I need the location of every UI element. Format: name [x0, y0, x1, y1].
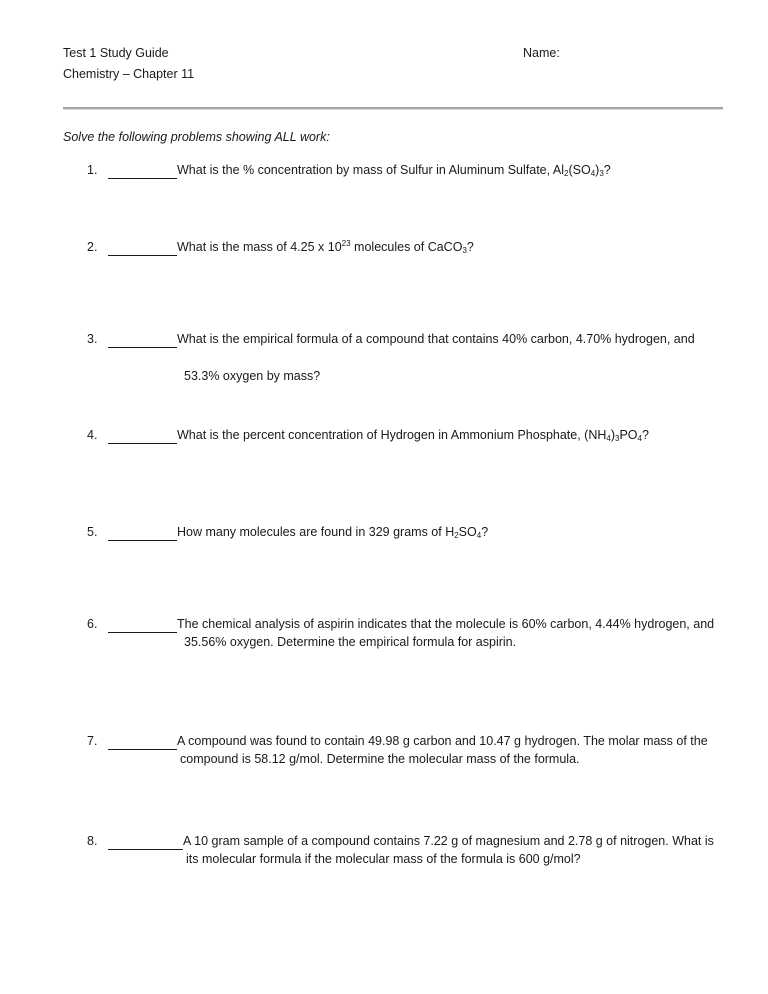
question-text-line-1: The chemical analysis of aspirin indicates that the molecule is 60% carbon, 4.44% hydrogen, and	[177, 617, 715, 631]
question-text-line-1: What is the empirical formula of a compound that contains 40% carbon, 4.70% hydrogen, and	[177, 332, 695, 346]
question-text-line-1: A compound was found to contain 49.98 g carbon and 10.47 g hydrogen. The molar mass of the	[177, 734, 708, 748]
question-text-line-2: its molecular formula if the molecular mass of the formula is 600 g/mol?	[186, 852, 581, 866]
question-text-line-1: A 10 gram sample of a compound contains 7.22 g of magnesium and 2.78 g of nitrogen. What is	[183, 834, 714, 848]
question-text-line-2: 35.56% oxygen. Determine the empirical formula for aspirin.	[184, 635, 517, 649]
name-label: Name:	[523, 46, 560, 60]
answer-blank[interactable]	[108, 619, 177, 633]
question-text-line-2: 53.3% oxygen by mass?	[184, 369, 321, 383]
answer-blank[interactable]	[108, 165, 177, 179]
question-number: 4.	[87, 428, 98, 442]
header-separator	[63, 107, 723, 110]
answer-blank[interactable]	[108, 242, 177, 256]
question-text: What is the mass of 4.25 x $10^{23}$ molecules of CaCO$_3$?	[177, 239, 474, 255]
question-text: What is the % concentration by mass of Sulfur in Aluminum Sulfate, $Al_2(SO_4)_3$?	[177, 163, 611, 178]
question-number: 5.	[87, 525, 98, 539]
answer-blank[interactable]	[108, 527, 177, 541]
document-title: Test 1 Study Guide	[63, 46, 169, 60]
answer-blank[interactable]	[108, 836, 183, 850]
instructions: Solve the following problems showing ALL work:	[63, 130, 330, 144]
question-number: 1.	[87, 163, 98, 177]
answer-blank[interactable]	[108, 736, 177, 750]
question-text: What is the percent concentration of Hydrogen in Ammonium Phosphate, $(NH_4)_3PO_4$?	[177, 428, 649, 443]
question-text-line-2: compound is 58.12 g/mol. Determine the molecular mass of the formula.	[180, 752, 580, 766]
document-subtitle: Chemistry – Chapter 11	[63, 67, 195, 81]
question-number: 6.	[87, 617, 98, 631]
question-number: 3.	[87, 332, 98, 346]
answer-blank[interactable]	[108, 430, 177, 444]
question-number: 8.	[87, 834, 98, 848]
question-text: How many molecules are found in 329 grams of $H_2SO_4$?	[177, 525, 489, 540]
answer-blank[interactable]	[108, 334, 177, 348]
question-number: 7.	[87, 734, 98, 748]
question-number: 2.	[87, 240, 98, 254]
